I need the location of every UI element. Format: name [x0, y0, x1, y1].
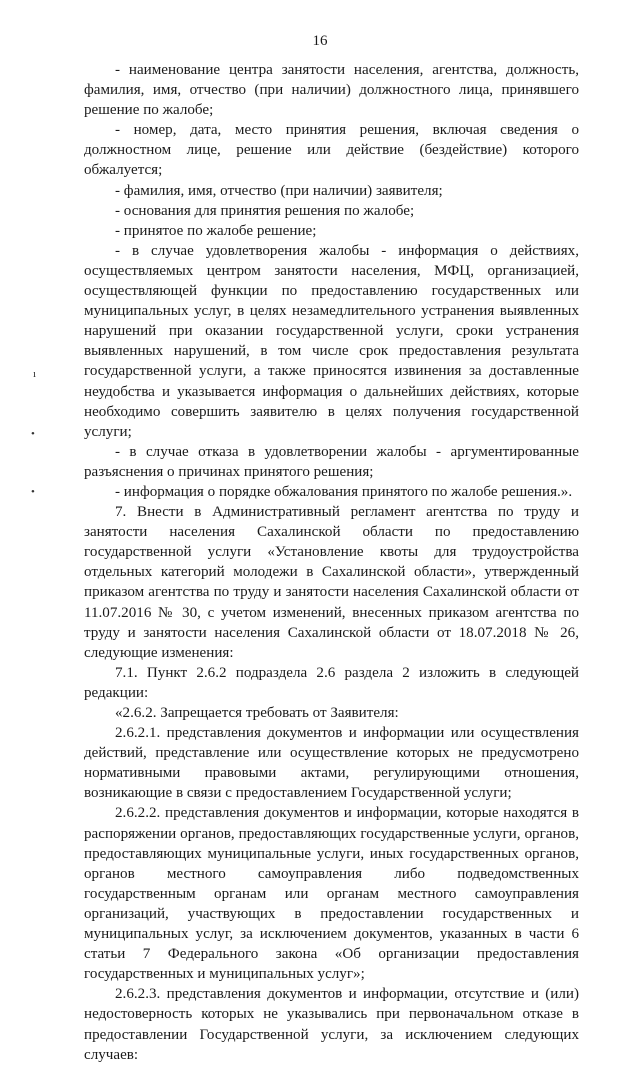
paragraph: - в случае удовлетворения жалобы - информация о действиях, осуществляемых центром занятости населения, МФЦ, организацией, осуществляющей функции по предоставлению государственных или муниципальных услуг, в целях незамедлительного устранения выявленных нарушений при оказании государственной услуги, сроки устранения выявленных нарушений, в том числе срок предоставления результата государственной услуги, а также приносятся извинения за доставленные неудобства и указывается информация о дальнейших действиях, которые необходимо совершить заявителю в целях получения государственной услуги; — [84, 242, 579, 440]
paragraph: «2.6.2. Запрещается требовать от Заявителя: — [115, 705, 399, 721]
paragraph: 7.1. Пункт 2.6.2 подраздела 2.6 раздела 2 изложить в следующей редакции: — [84, 664, 579, 701]
paragraph: - принятое по жалобе решение; — [115, 222, 317, 239]
document-body — [84, 60, 579, 1065]
paragraph: - номер, дата, место принятия решения, включая сведения о должностном лице, решение или действие (бездействие) которого обжалуется; — [84, 122, 579, 179]
margin-mark: • — [31, 428, 35, 440]
paragraph: - наименование центра занятости населения, агентства, должность, фамилия, имя, отчество (при наличии) должностного лица, принявшего решение по жалобе; — [84, 62, 579, 119]
paragraph: 7. Внести в Административный регламент агентства по труду и занятости населения Сахалинской области по предоставлению государственной услуги «Установление квоты для трудоустройства отдельных категорий молодежи в Сахалинской области», утвержденный приказом агентства по труду и занятости населения Сахалинской области от 11.07.2016 № 30, с учетом изменений, внесенных приказом агентства по труду и занятости населения Сахалинской области от 18.07.2018 № 26, следующие изменения: — [84, 504, 579, 661]
paragraph: - в случае отказа в удовлетворении жалобы - аргументированные разъяснения о причинах принятого решения; — [84, 443, 579, 480]
page-number: 16 — [312, 33, 328, 49]
paragraph: - информация о порядке обжалования принятого по жалобе решения.». — [115, 483, 573, 500]
margin-mark: • — [31, 486, 35, 498]
paragraph: - основания для принятия решения по жалобе; — [115, 202, 415, 219]
paragraph: 2.6.2.2. представления документов и информации, которые находятся в распоряжении органов, предоставляющих государственные услуги, органов, предоставляющих муниципальные услуги, иных государственных органов, органов местного самоуправления либо подведомственных государственным органам или органам местного самоуправления организаций, участвующих в предоставлении государственных и муниципальных услуг, за исключением документов, указанных в части 6 статьи 7 Федерального закона «Об организации предоставления государственных и муниципальных услуг»; — [84, 805, 579, 983]
paragraph: 2.6.2.1. представления документов и информации или осуществления действий, представление или осуществление которых не предусмотрено нормативными правовыми актами, регулирующими отношения, возникающие в связи с предоставлением Государственной услуги; — [84, 725, 579, 802]
paragraph: 2.6.2.3. представления документов и информации, отсутствие и (или) недостоверность которых не указывались при первоначальном отказе в предоставлении Государственной услуги, за исключением следующих случаев: — [84, 986, 579, 1063]
paragraph: - фамилия, имя, отчество (при наличии) заявителя; — [115, 182, 443, 199]
margin-mark: ı — [33, 368, 37, 380]
